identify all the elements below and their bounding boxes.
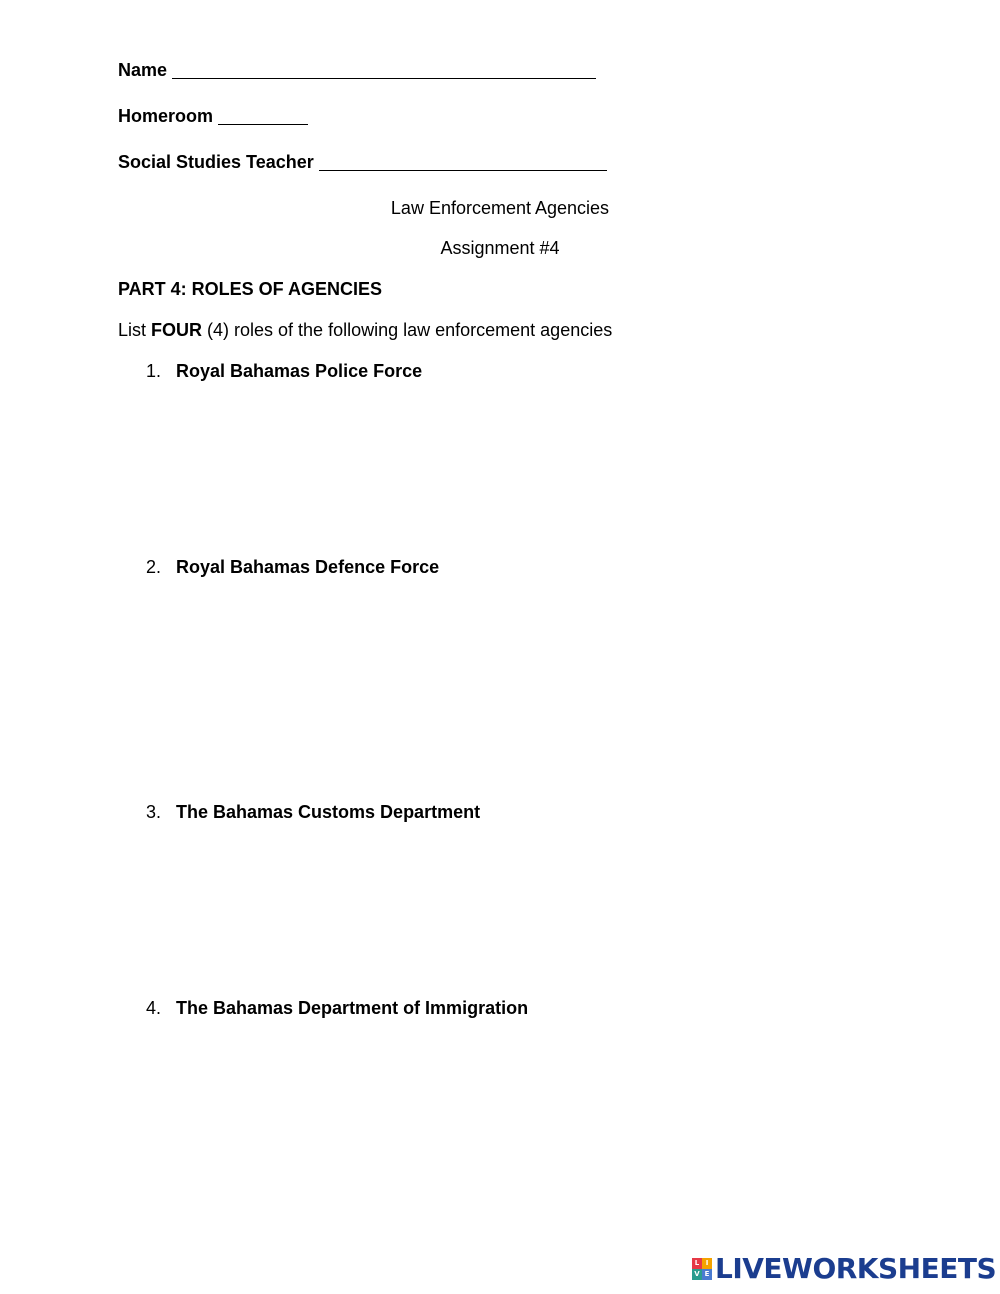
logo-text: LIVEWORKSHEETS: [715, 1252, 997, 1285]
list-number: 1.: [146, 361, 162, 381]
liveworksheets-mark-icon: [692, 1258, 712, 1280]
list-item-immigration: [146, 998, 528, 1019]
name-field: [118, 60, 596, 81]
list-number: 4.: [146, 998, 162, 1018]
instruction-text: [118, 320, 612, 341]
logo-mark-l: L: [692, 1258, 702, 1269]
part-heading: PART 4: ROLES OF AGENCIES: [118, 279, 383, 299]
document-title: Law Enforcement Agencies: [390, 198, 610, 218]
list-number: 2.: [146, 557, 162, 577]
liveworksheets-logo: [692, 1252, 997, 1285]
list-item-police: [146, 361, 422, 382]
agency-label: The Bahamas Department of Immigration: [176, 998, 529, 1018]
agency-label: Royal Bahamas Police Force: [176, 361, 423, 381]
name-input-line[interactable]: [172, 64, 596, 79]
instruction-emphasis: FOUR: [151, 320, 203, 340]
name-label: Name: [118, 60, 168, 80]
instruction-prefix: List: [118, 320, 152, 340]
teacher-label: Social Studies Teacher: [118, 152, 314, 172]
logo-mark-i: I: [702, 1258, 712, 1269]
logo-mark-v: V: [692, 1269, 702, 1280]
instruction-suffix: (4) roles of the following law enforcement agencies: [202, 320, 613, 340]
agency-label: The Bahamas Customs Department: [176, 802, 481, 822]
teacher-input-line[interactable]: [319, 156, 607, 171]
teacher-field: [118, 152, 607, 173]
list-item-defence: [146, 557, 439, 578]
list-number: 3.: [146, 802, 162, 822]
agency-label: Royal Bahamas Defence Force: [176, 557, 440, 577]
list-item-customs: [146, 802, 480, 823]
homeroom-input-line[interactable]: [218, 110, 308, 125]
homeroom-field: [118, 106, 308, 127]
homeroom-label: Homeroom: [118, 106, 214, 126]
logo-mark-e: E: [702, 1269, 712, 1280]
document-subtitle: Assignment #4: [440, 238, 560, 258]
